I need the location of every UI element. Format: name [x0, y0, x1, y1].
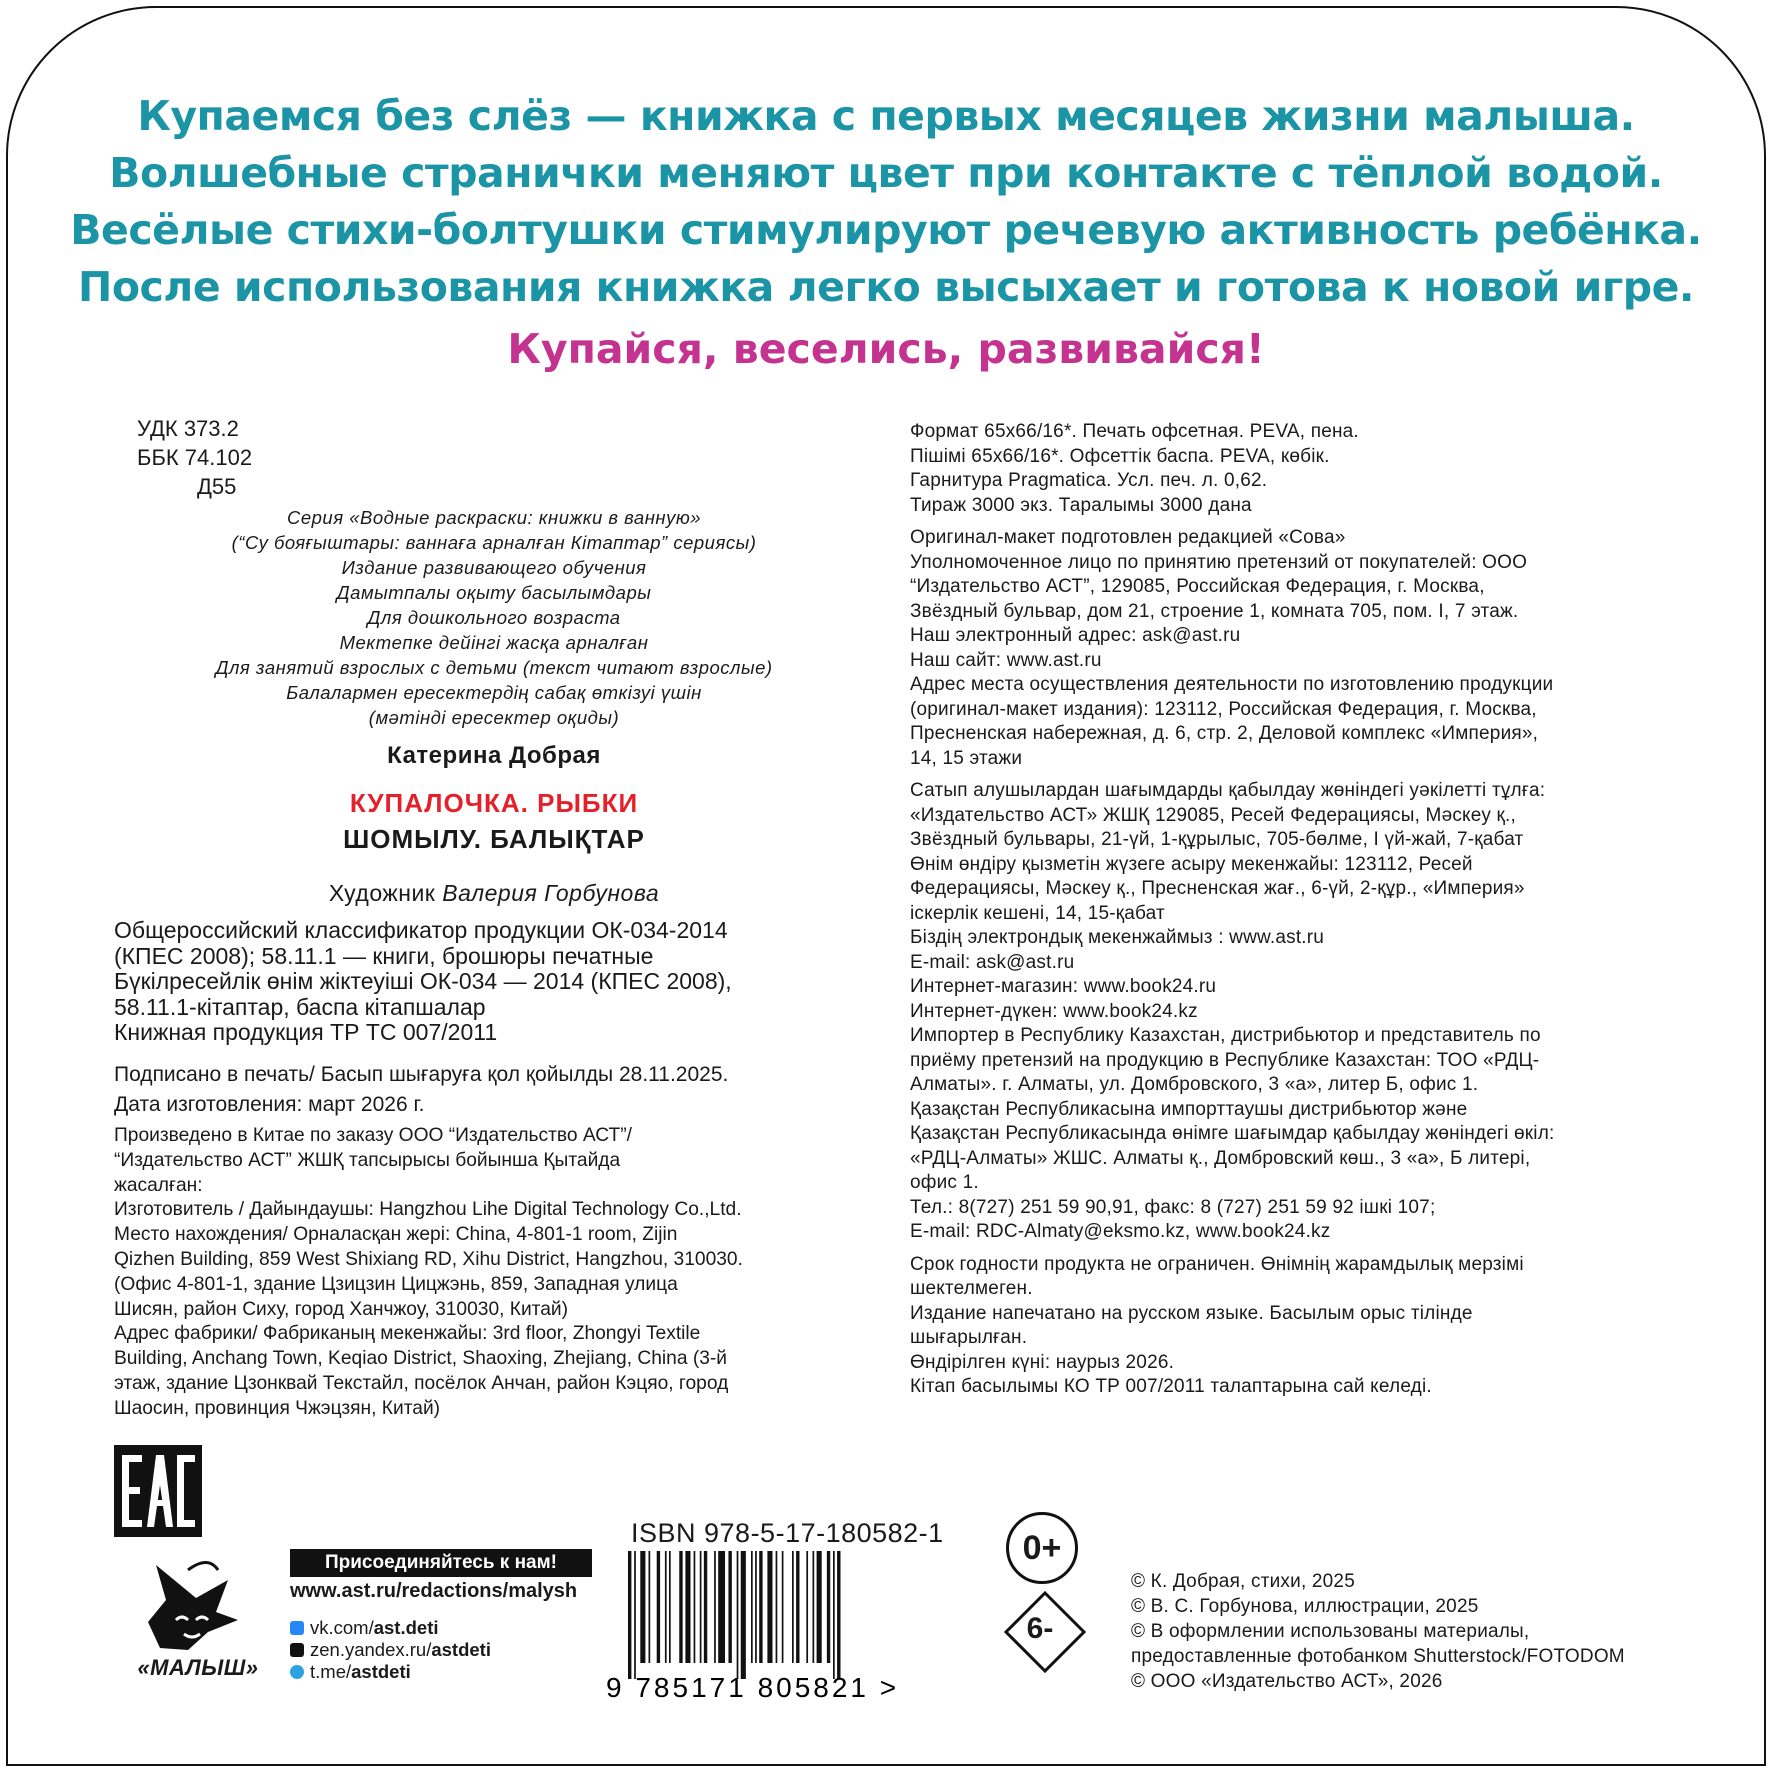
headline-line: Весёлые стихи-болтушки стимулируют речевую активность ребёнка.: [70, 206, 1702, 254]
imprint-line: Федерациясы, Мәскеу қ., Пресненская жағ., 6-үй, 2-құр., «Империя»: [910, 878, 1525, 899]
copyright-line: © В. С. Горбунова, иллюстрации, 2025: [1131, 1596, 1479, 1617]
imprint-line: Тел.: 8(727) 251 59 90,91, факс: 8 (727) 251 59 92 ішкі 107;: [910, 1196, 1436, 1218]
slogan: Купайся, веселись, развивайся!: [507, 325, 1265, 373]
barcode-bar: [694, 1551, 696, 1663]
manufacturer-line: Building, Anchang Town, Keqiao District, Shaoxing, Zhejiang, China (3-й: [114, 1348, 727, 1370]
series-line: Серия «Водные раскраски: книжки в ванную»: [286, 507, 702, 528]
imprint-line: Қазақстан Республикасында өнімге шағымдар қабылдау жөніндегі өкіл:: [910, 1123, 1555, 1144]
age-rating-badge: 0+: [1006, 1512, 1078, 1584]
barcode-bar: [806, 1551, 808, 1663]
imprint-line: Издание напечатано на русском языке. Басылым орыс тілінде: [910, 1302, 1473, 1324]
barcode-bar: [792, 1551, 794, 1663]
series-line: Для занятий взрослых с детьми (текст читают взрослые): [215, 657, 773, 678]
headline-line: Купаемся без слёз — книжка с первых месяцев жизни малыша.: [137, 92, 1635, 140]
headline-line: После использования книжка легко высыхает и готова к новой игре.: [78, 263, 1694, 311]
signed-line: Дата изготовления: март 2026 г.: [114, 1093, 425, 1116]
barcode-bar: [813, 1551, 815, 1663]
barcode-bar: [640, 1551, 645, 1663]
barcode-bar: [665, 1551, 667, 1663]
manufacturer-line: (Офис 4-801-1, здание Цзицзин Цицжэнь, 859, Западная улица: [114, 1273, 678, 1295]
barcode-bar: [628, 1551, 631, 1679]
author-name: Катерина Добрая: [387, 742, 601, 769]
artist-name: Валерия Горбунова: [442, 880, 660, 906]
imprint-line: E-mail: RDC-Almaty@eksmo.kz, www.book24.kz: [910, 1221, 1331, 1242]
manufacturer-line: этаж, здание Цзонквай Текстайл, посёлок Анчан, район Кэцяо, город: [114, 1372, 729, 1394]
barcode-bar: [759, 1551, 762, 1663]
classifier-block: [114, 918, 874, 1046]
imprint-line: Оригинал-макет подготовлен редакцией «Сова»: [910, 527, 1346, 548]
barcode-bar: [776, 1551, 778, 1663]
social-link-telegram[interactable]: t.me/astdeti: [290, 1661, 411, 1683]
imprint-line: Өнім өндіру қызметін жүзеге асыру мекенжайы: 123112, Ресей: [910, 853, 1473, 875]
imprint-line: шығарылған.: [910, 1327, 1028, 1348]
artist-credit: [114, 880, 874, 907]
barcode-bar: [782, 1551, 784, 1663]
imprint-line: Біздің электрондық мекенжаймыз : www.ast.ru: [910, 927, 1325, 948]
barcode-bar: [714, 1551, 716, 1663]
classifier-line: Книжная продукция ТР ТС 007/2011: [114, 1019, 498, 1045]
imprint-line: офис 1.: [910, 1172, 979, 1193]
series-block: [114, 505, 874, 730]
copyright-line: © В оформлении использованы материалы,: [1131, 1621, 1530, 1642]
imprint-line: “Издательство АСТ”, 129085, Российская Федерация, г. Москва,: [910, 576, 1485, 597]
signed-block: [114, 1060, 874, 1120]
manufacturer-line: Шисян, район Сиху, город Ханчжоу, 310030, Китай): [114, 1298, 569, 1320]
join-banner: Присоединяйтесь к нам!: [290, 1549, 592, 1577]
barcode-bar: [669, 1551, 671, 1663]
manufacturer-line: “Издательство АСТ” ЖШҚ тапсырысы бойынша Қытайда: [114, 1149, 621, 1171]
manufacturer-line: Шаосин, провинция Чжэцзян, Китай): [114, 1397, 441, 1419]
udk-code: УДК 373.2: [137, 416, 239, 441]
barcode-digits: 9 785171 805821 >: [606, 1672, 900, 1703]
barcode-bar: [737, 1551, 739, 1679]
bbk-code: ББК 74.102: [137, 445, 253, 470]
barcode-bar: [685, 1551, 690, 1663]
imprint-line: Сатып алушылардан шағымдарды қабылдау жөніндегі уәкілетті тұлға:: [910, 780, 1546, 801]
barcode-bar: [718, 1551, 725, 1663]
barcode-bar: [704, 1551, 707, 1663]
barcode-bar: [649, 1551, 651, 1663]
imprint-line: Звёздный бульвары, 21-үй, 1-құрылыс, 705-бөлме, I үй-жай, 7-қабат: [910, 829, 1524, 850]
barcode-bar: [755, 1551, 757, 1663]
imprint-line: Қазақстан Республикасына импорттаушы дистрибьютор және: [910, 1098, 1468, 1120]
series-line: Дамытпалы оқыту басылымдары: [336, 582, 652, 603]
manufacturer-line: Место нахождения/ Орналасқан жері: China, 4-801-1 room, Zijin: [114, 1224, 678, 1246]
classification-codes: [137, 414, 252, 501]
headline: [0, 88, 1772, 316]
classifier-line: 58.11.1-кітаптар, баспа кітапшалар: [114, 993, 486, 1020]
barcode-bar: [833, 1551, 835, 1679]
imprint-line: E-mail: ask@ast.ru: [910, 951, 1075, 973]
social-link-zen[interactable]: zen.yandex.ru/astdeti: [290, 1639, 491, 1661]
imprint-line: Формат 65x66/16*. Печать офсетная. PEVA, пена.: [910, 421, 1359, 442]
imprint-line: іскерлік кешені, 14, 15-қабат: [910, 902, 1165, 924]
imprint-line: (оригинал-макет издания): 123112, Российская Федерация, г. Москва,: [910, 698, 1537, 720]
vk-icon: [290, 1621, 304, 1635]
barcode-bar: [751, 1551, 753, 1663]
barcode-bar: [827, 1551, 830, 1663]
book-title-kz: ШОМЫЛУ. БАЛЫҚТАР: [343, 824, 645, 854]
social-link-vk[interactable]: vk.com/ast.deti: [290, 1617, 439, 1639]
manufacturer-line: жасалған:: [114, 1174, 203, 1196]
eac-mark: [114, 1445, 202, 1537]
age-kz-badge: 6-: [1026, 1612, 1054, 1645]
imprint-line: Гарнитура Pragmatica. Усл. печ. л. 0,62.: [910, 470, 1268, 491]
imprint-line: «РДЦ-Алматы» ЖШС. Алматы қ., Домбровский көш., 3 «а», Б литері,: [910, 1147, 1531, 1169]
manufacturer-line: Адрес фабрики/ Фабриканың мекенжайы: 3rd floor, Zhongyi Textile: [114, 1323, 701, 1345]
barcode-bar: [728, 1551, 731, 1663]
book-title-ru: КУПАЛОЧКА. РЫБКИ: [349, 788, 639, 818]
imprint-line: «Издательство АСТ» ЖШҚ 129085, Ресей Федерациясы, Мәскеу қ.,: [910, 804, 1516, 826]
imprint-line: Адрес места осуществления деятельности по изготовлению продукции: [910, 674, 1554, 695]
eac-icon: [114, 1445, 202, 1537]
imprint-line: Алматы». г. Алматы, ул. Домбровского, 3 «а», литер Б, офис 1.: [910, 1074, 1479, 1095]
imprint-line: Тираж 3000 экз. Таралымы 3000 дана: [910, 494, 1252, 516]
classifier-line: Бүкілресейлік өнім жіктеуіші ОК-034 — 2014 (КПЕС 2008),: [114, 968, 732, 994]
classifier-line: (КПЕС 2008); 58.11.1 — книги, брошюры печатные: [114, 942, 654, 969]
publisher-logo-text: «МАЛЫШ»: [137, 1655, 259, 1680]
imprint-line: Импортер в Республику Казахстан, дистрибьютор и представитель по: [910, 1025, 1541, 1046]
telegram-icon: [290, 1665, 304, 1679]
headline-line: Волшебные странички меняют цвет при контакте с тёплой водой.: [109, 149, 1663, 197]
copyright-line: предоставленные фотобанком Shutterstock/FOTODOM: [1131, 1646, 1625, 1667]
series-line: Издание развивающего обучения: [341, 557, 647, 578]
barcode-bar: [837, 1551, 840, 1679]
barcode-icon: [606, 1551, 958, 1703]
imprint-line: приёму претензий на продукцию в Республике Казахстан: ТОО «РДЦ-: [910, 1049, 1540, 1071]
imprint-right-column: [910, 420, 1670, 1400]
imprint-line: Срок годности продукта не ограничен. Өнімнің жарамдылық мерзімі: [910, 1253, 1524, 1275]
signed-line: Подписано в печать/ Басып шығаруға қол қойылды 28.11.2025.: [114, 1063, 729, 1086]
imprint-line: Звёздный бульвар, дом 21, строение 1, комната 705, пом. I, 7 этаж.: [910, 600, 1519, 622]
copyright-block: [1131, 1569, 1625, 1694]
series-line: Балалармен ересектердің сабақ өткізуі үшін: [286, 682, 702, 703]
imprint-line: Наш сайт: www.ast.ru: [910, 649, 1102, 671]
join-url[interactable]: www.ast.ru/redactions/malysh: [290, 1580, 578, 1602]
barcode-bar: [657, 1551, 660, 1663]
barcode-bar: [817, 1551, 822, 1663]
imprint-line: Интернет-магазин: www.book24.ru: [910, 976, 1217, 997]
imprint-line: Пішімі 65x66/16*. Офсеттік баспа. PEVA, көбік.: [910, 445, 1330, 467]
imprint-line: Өндірілген күні: наурыз 2026.: [910, 1351, 1175, 1373]
copyright-line: © К. Добрая, стихи, 2025: [1131, 1571, 1355, 1592]
imprint-line: Уполномоченное лицо по принятию претензий от покупателей: ООО: [910, 551, 1528, 573]
imprint-line: Интернет-дүкен: www.book24.kz: [910, 1000, 1198, 1022]
copyright-line: © ООО «Издательство АСТ», 2026: [1131, 1671, 1443, 1692]
manufacturer-line: Qizhen Building, 859 West Shixiang RD, Xihu District, Hangzhou, 310030.: [114, 1248, 743, 1270]
imprint-line: 14, 15 этажи: [910, 747, 1023, 769]
author-mark: Д55: [197, 474, 237, 499]
series-line: Мектепке дейінгі жасқа арналған: [339, 632, 649, 653]
barcode-bar: [767, 1551, 772, 1663]
series-line: (мәтінді ересектер оқиды): [368, 707, 620, 728]
isbn: ISBN 978-5-17-180582-1: [631, 1518, 944, 1548]
barcode-bar: [741, 1551, 746, 1679]
imprint-line: Кітап басылымы КО ТР 007/2011 талаптарына сай келеді.: [910, 1376, 1432, 1397]
barcode-bar: [634, 1551, 636, 1679]
zen-icon: [290, 1643, 304, 1657]
classifier-line: Общероссийский классификатор продукции ОК-034-2014: [114, 917, 728, 943]
manufacturer-line: Произведено в Китае по заказу ООО “Издательство АСТ”/: [114, 1125, 632, 1146]
imprint-line: шектелмеген.: [910, 1278, 1033, 1299]
series-line: (“Су бояғыштары: ваннаға арналған Кітаптар” сериясы): [231, 532, 757, 553]
series-line: Для дошкольного возраста: [367, 607, 621, 628]
manufacturer-line: Изготовитель / Дайындаушы: Hangzhou Lihe Digital Technology Co.,Ltd.: [114, 1199, 742, 1221]
barcode-bar: [700, 1551, 702, 1663]
imprint-line: Пресненская набережная, д. 6, стр. 2, Деловой комплекс «Империя»,: [910, 723, 1539, 744]
artist-label: Художник: [328, 880, 436, 906]
barcode-bar: [679, 1551, 682, 1663]
barcode-bar: [796, 1551, 799, 1663]
imprint-line: Наш электронный адрес: ask@ast.ru: [910, 625, 1241, 646]
manufacturer-block: [114, 1124, 874, 1422]
